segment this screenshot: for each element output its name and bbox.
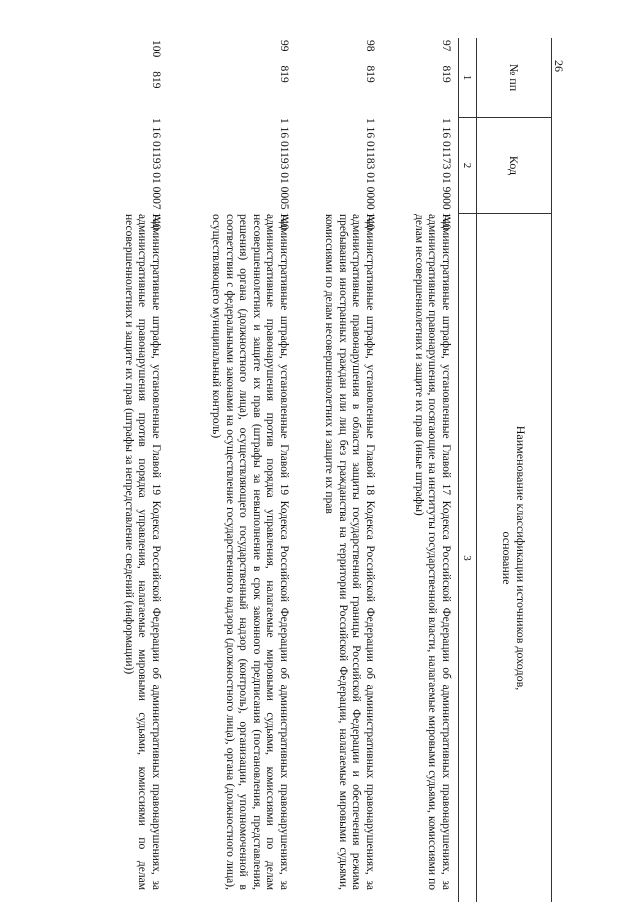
- table-row: [382, 38, 458, 902]
- column-number-1: 1: [459, 38, 476, 118]
- row-number: 98: [364, 40, 376, 52]
- table-row: [88, 38, 168, 902]
- column-number-3: 3: [461, 555, 474, 561]
- row-number-cell: [382, 38, 458, 118]
- classification-name: Административные штрафы, установленные Главой 19 Кодекса Российской Федерации об административных правонарушениях, за административные правонарушения против порядка управления, налагаемые мировыми судьями, комиссиями по делам несовершеннолетних и защите их прав (штрафы за невыполнение в срок законного предписания (постановления, представления, решения) органа (должностного лица), осуществляющего государственный надзор (контроль), организации, уполномоченной в соответствии с федеральными законами на осуществление государственного надзора (должностного лица), органа (должностного лица), осуществляющего муниципальный контроль): [210, 214, 290, 890]
- classification-code: 1 16 01183 01 0000 140: [364, 118, 376, 230]
- admin-code: 819: [278, 65, 290, 83]
- row-number-cell: [168, 38, 296, 118]
- page-number: 26: [552, 60, 566, 72]
- classification-code: 1 16 01173 01 9000 140: [440, 118, 452, 230]
- row-number: 97: [440, 40, 452, 52]
- table-header: [476, 38, 552, 902]
- row-number: 99: [278, 40, 290, 52]
- header-col-number: № пп: [477, 38, 551, 118]
- classification-name: Административные штрафы, установленные Главой 19 Кодекса Российской Федерации об административных правонарушениях, за административные правонарушения против порядка управления, налагаемые мировыми судьями, комиссиями по делам несовершеннолетних и защите их прав (штрафы за непредставление сведений (информации)): [122, 214, 162, 890]
- header-col-name: [477, 214, 551, 902]
- column-number-row: [458, 38, 476, 902]
- admin-code: 819: [440, 65, 452, 83]
- table-row: [168, 38, 296, 902]
- classification-name: Административные штрафы, установленные Главой 17 Кодекса Российской Федерации об административных правонарушениях, за административные правонарушения, посягающие на институты государственной власти, налагаемые мировыми судьями, комиссиями по делам несовершеннолетних и защите их прав (иные штрафы): [412, 214, 452, 890]
- table-row: [296, 38, 382, 902]
- admin-code: 819: [150, 71, 162, 89]
- header-col-code: Код: [477, 118, 551, 214]
- row-number-cell: [88, 38, 168, 118]
- row-number: 100: [150, 40, 162, 58]
- header-col-name-line2: основание: [500, 531, 514, 585]
- row-number-cell: [296, 38, 382, 118]
- header-col-name-line1: Наименование классификации источников доходов,: [514, 425, 528, 691]
- rotated-table-container: [92, 38, 552, 902]
- column-number-2: 2: [459, 118, 476, 214]
- classification-code: 1 16 01193 01 0005 140: [278, 118, 290, 230]
- classification-name: Административные штрафы, установленные Главой 18 Кодекса Российской Федерации об административных правонарушениях, за административные правонарушения в области защиты государственной границы Российской Федерации и обеспечения режима пребывания иностранных граждан или лиц без гражданства на территории Российской Федерации, налагаемые мировыми судьями, комиссиями по делам несовершеннолетних и защите их прав: [323, 214, 376, 890]
- revenue-classification-table: [92, 38, 552, 902]
- classification-code: 1 16 01193 01 0007 140: [150, 118, 162, 230]
- admin-code: 819: [364, 65, 376, 83]
